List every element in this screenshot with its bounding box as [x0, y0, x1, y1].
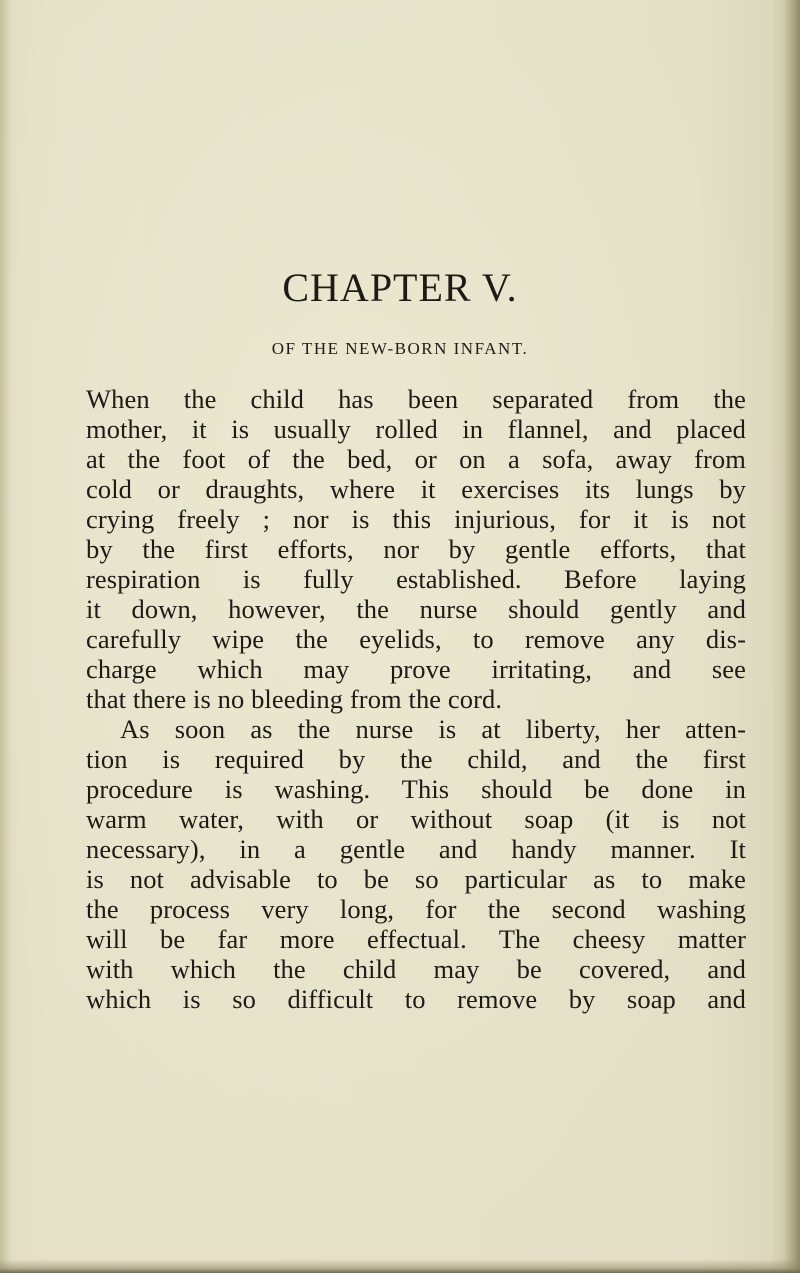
text-line: carefully wipe the eyelids, to remove any dis-	[86, 624, 746, 654]
text-line: cold or draughts, where it exercises its lungs by	[86, 474, 746, 504]
page-bottom-edge	[0, 1259, 800, 1273]
text-line: which is so difficult to remove by soap and	[86, 984, 746, 1014]
text-line: As soon as the nurse is at liberty, her atten-	[120, 714, 746, 744]
text-line: necessary), in a gentle and handy manner. It	[86, 834, 746, 864]
text-line: procedure is washing. This should be done in	[86, 774, 746, 804]
body-text	[86, 384, 746, 1014]
text-line: crying freely ; nor is this injurious, for it is not	[86, 504, 746, 534]
chapter-title: CHAPTER V.	[282, 265, 518, 310]
text-line: mother, it is usually rolled in flannel, and placed	[86, 414, 746, 444]
text-line: at the foot of the bed, or on a sofa, away from	[86, 444, 746, 474]
text-line: charge which may prove irritating, and see	[86, 654, 746, 684]
text-line: it down, however, the nurse should gently and	[86, 594, 746, 624]
text-line: warm water, with or without soap (it is not	[86, 804, 746, 834]
text-line: by the first efforts, nor by gentle efforts, that	[86, 534, 746, 564]
chapter-subtitle: OF THE NEW-BORN INFANT.	[271, 339, 529, 358]
text-line: When the child has been separated from the	[86, 384, 746, 414]
text-line: is not advisable to be so particular as to make	[86, 864, 746, 894]
page-left-shadow	[0, 0, 10, 1273]
text-line: will be far more effectual. The cheesy matter	[86, 924, 746, 954]
text-line: that there is no bleeding from the cord.	[86, 684, 503, 714]
text-line: respiration is fully established. Before laying	[86, 564, 746, 594]
text-line: tion is required by the child, and the first	[86, 744, 746, 774]
text-line: with which the child may be covered, and	[86, 954, 746, 984]
text-line: the process very long, for the second washing	[86, 894, 746, 924]
page-right-edge	[784, 0, 800, 1273]
